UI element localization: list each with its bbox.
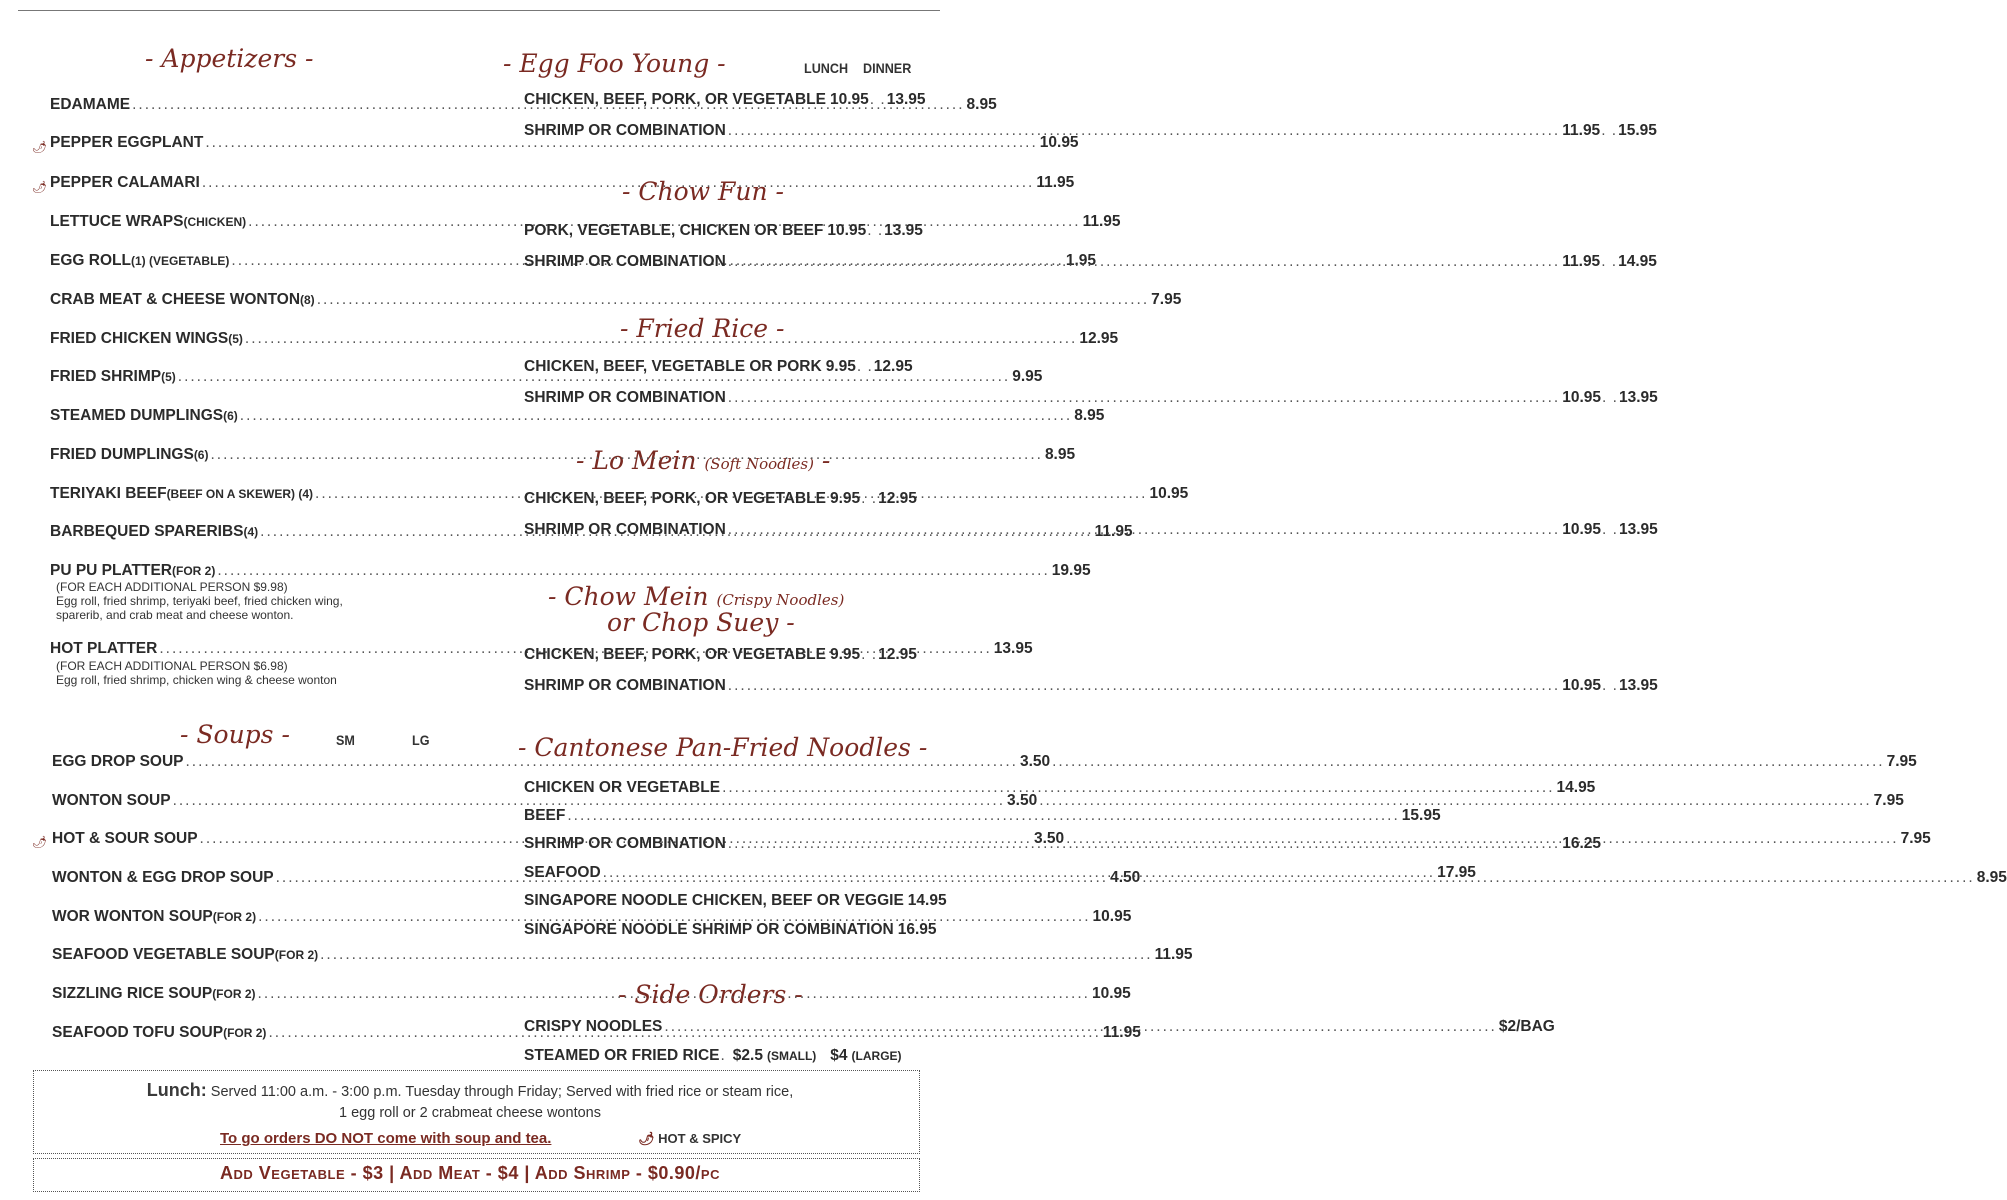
hot-platter-description [56, 659, 337, 687]
leader-dots: . . [867, 222, 884, 239]
item-price: 10.95 [1039, 134, 1079, 151]
item-note: (FOR 2) [212, 910, 257, 924]
cantonese-item [524, 892, 947, 910]
lunch-hours: Served 11:00 a.m. - 3:00 p.m. Tuesday through Friday; Served with fried rice or steam rice, [206, 1084, 794, 1100]
lunch-price: 10.95 [830, 91, 869, 108]
cantonese-item [524, 921, 937, 939]
small-price: 3.50 [1007, 792, 1038, 809]
lunch-price: 9.95 [830, 646, 861, 663]
side-order-rice [524, 1047, 910, 1065]
item-price: 9.95 [1012, 368, 1043, 385]
item-price: 12.95 [1079, 330, 1119, 347]
lunch-price: 10.95 [827, 222, 867, 239]
dinner-price: 12.95 [873, 358, 913, 375]
small-label: (SMALL) [766, 1049, 817, 1063]
pupu-desc-line: sparerib, and crab meat and cheese wonton. [56, 608, 294, 622]
dinner-price: 13.95 [886, 91, 926, 108]
dinner-price: 13.95 [1618, 389, 1658, 406]
item-name: SEAFOOD [524, 864, 601, 881]
soups-sm-header: SM [336, 732, 355, 748]
lunch-price: 9.95 [825, 358, 856, 375]
leader-dots [567, 807, 1399, 825]
dinner-price: 15.95 [1618, 122, 1657, 139]
soup-item [52, 946, 1193, 964]
soup-item [52, 908, 1132, 926]
large-price: 7.95 [1886, 753, 1917, 770]
appetizer-item [50, 368, 1043, 386]
item-name: SHRIMP OR COMBINATION [524, 677, 726, 694]
item-price: $2/BAG [1498, 1018, 1555, 1035]
item-name: SHRIMP OR COMBINATION [524, 389, 726, 406]
lunch-price: 10.95 [1562, 521, 1602, 538]
item-price: 11.95 [1102, 1024, 1141, 1041]
item-note: (8) [300, 293, 315, 307]
leader-dots: . . [1602, 677, 1618, 694]
item-note: (5) [228, 332, 243, 346]
item-name: BEEF [524, 807, 566, 824]
lunch-info-line2: 1 egg roll or 2 crabmeat cheese wontons [339, 1105, 601, 1121]
small-price: $2.5 [732, 1047, 763, 1064]
leader-dots: . . [861, 490, 878, 507]
item-note: (FOR 2) [212, 987, 256, 1001]
lunch-price: 9.95 [830, 490, 861, 507]
chop-suey-heading: or Chop Suey - [607, 608, 795, 637]
side-orders-heading: - Side Orders - [618, 980, 803, 1009]
item-note: (6) [193, 448, 209, 462]
chow-mein-item [524, 677, 1658, 695]
item-name: STEAMED DUMPLINGS [50, 407, 224, 424]
hot-extra-person: (FOR EACH ADDITIONAL PERSON $6.98) [56, 659, 288, 673]
chili-pepper-icon: 🌶︎ [32, 180, 48, 194]
item-name: SEAFOOD VEGETABLE SOUP [52, 946, 275, 963]
soups-lg-header: LG [412, 732, 430, 748]
item-price: 10.95 [1091, 985, 1131, 1002]
leader-dots [258, 985, 1090, 1003]
item-name: EDAMAME [50, 96, 131, 113]
leader-dots [728, 389, 1560, 407]
to-go-notice: To go orders DO NOT come with soup and tea. [220, 1130, 552, 1147]
item-name: WOR WONTON SOUP [52, 908, 213, 925]
appetizer-item [50, 562, 1091, 580]
item-name: EGG ROLL [50, 252, 131, 269]
leader-dots: . . [1602, 389, 1618, 406]
cantonese-heading: - Cantonese Pan-Fried Noodles - [518, 733, 928, 762]
pupu-extra-person: (FOR EACH ADDITIONAL PERSON $9.98) [56, 580, 288, 594]
leader-dots: . . [856, 358, 873, 375]
item-name: CRISPY NOODLES [524, 1018, 663, 1035]
small-price: 4.50 [1110, 869, 1141, 886]
item-name: CHICKEN, BEEF, PORK, OR VEGETABLE [524, 646, 826, 663]
item-name: BARBEQUED SPARERIBS [50, 523, 244, 540]
leader-dots [210, 446, 1042, 464]
item-name: FRIED SHRIMP [50, 368, 162, 385]
appetizer-item [50, 134, 1079, 152]
dinner-price: 14.95 [1618, 253, 1657, 270]
item-name: EGG DROP SOUP [52, 753, 184, 770]
separator-dot: . [720, 1047, 726, 1064]
leader-dots [186, 753, 1018, 771]
item-price: 19.95 [1051, 562, 1091, 579]
item-note: (6) [223, 409, 238, 423]
item-price: 11.95 [1036, 174, 1075, 191]
fried-rice-heading: - Fried Rice - [620, 314, 785, 343]
hot-spicy-legend [638, 1131, 741, 1147]
addons-line: Add Vegetable - $3 | Add Meat - $4 | Add Shrimp - $0.90/pc [220, 1163, 720, 1183]
item-price: 8.95 [966, 96, 997, 113]
leader-dots [240, 407, 1072, 425]
lo-mein-title: - Lo Mein [576, 446, 697, 475]
item-name: PEPPER EGGPLANT [50, 134, 204, 151]
leader-dots: . . [869, 91, 886, 108]
dinner-price: 12.95 [878, 490, 917, 507]
egg-foo-young-heading: - Egg Foo Young - [503, 49, 726, 78]
lunch-price: 10.95 [1562, 389, 1602, 406]
lo-mein-title-end: - [813, 446, 831, 475]
item-note: (FOR 2) [172, 564, 216, 578]
item-note: (FOR 2) [274, 948, 319, 962]
lunch-info-line1 [40, 1080, 900, 1101]
item-name: TERIYAKI BEEF [50, 485, 167, 502]
soups-heading: - Soups - [180, 720, 290, 749]
leader-dots [245, 330, 1077, 348]
chow-mein-item [524, 646, 917, 664]
leader-dots: . . [1602, 521, 1618, 538]
item-name: CHICKEN, BEEF, PORK, OR VEGETABLE [524, 490, 826, 507]
leader-dots: . . [861, 646, 878, 663]
lunch-header: LUNCH [804, 60, 849, 76]
leader-dots [268, 1024, 1100, 1042]
item-price: 10.95 [1092, 908, 1132, 925]
item-price: 8.95 [1074, 407, 1105, 424]
item-price: 1.95 [1065, 252, 1097, 269]
item-price: 16.95 [897, 921, 937, 938]
item-price: 16.25 [1562, 835, 1602, 852]
leader-dots [722, 779, 1554, 797]
small-price: 3.50 [1034, 830, 1065, 847]
appetizer-item [50, 407, 1105, 425]
item-note: (BEEF ON A SKEWER) (4) [166, 487, 314, 501]
large-price: 7.95 [1873, 792, 1904, 809]
item-name: CHICKEN, BEEF, VEGETABLE OR PORK [524, 358, 822, 375]
chow-mein-title: - Chow Mein [548, 582, 709, 611]
item-name: HOT PLATTER [50, 640, 158, 657]
chow-mein-subtitle: (Crispy Noodles) [716, 591, 845, 609]
small-price: 3.50 [1019, 753, 1051, 770]
hot-spicy-label: HOT & SPICY [658, 1131, 742, 1146]
item-note: (4) [243, 525, 259, 539]
top-rule [18, 10, 940, 11]
cantonese-item [524, 807, 1441, 825]
item-price: 8.95 [1044, 446, 1076, 463]
item-name: FRIED CHICKEN WINGS [50, 330, 229, 347]
chow-fun-heading: - Chow Fun - [622, 177, 784, 206]
chili-pepper-icon: 🌶︎ [32, 835, 48, 849]
item-note: (CHICKEN) [183, 215, 247, 229]
item-price: 13.95 [993, 640, 1033, 657]
dinner-price: 12.95 [878, 646, 917, 663]
item-name: PU PU PLATTER [50, 562, 172, 579]
leader-dots [217, 562, 1049, 580]
item-price: 17.95 [1437, 864, 1476, 881]
item-name: SHRIMP OR COMBINATION [524, 521, 726, 538]
chili-pepper-icon: 🌶︎ [638, 1131, 655, 1146]
item-name: SINGAPORE NOODLE CHICKEN, BEEF OR VEGGIE [524, 892, 904, 909]
large-price: 7.95 [1900, 830, 1931, 847]
item-name: SIZZLING RICE SOUP [52, 985, 213, 1002]
egg-foo-young-item [524, 91, 926, 109]
fried-rice-item [524, 389, 1658, 407]
item-name: PEPPER CALAMARI [50, 174, 200, 191]
chow-fun-item [524, 253, 1657, 271]
item-name: FRIED DUMPLINGS [50, 446, 194, 463]
item-note: (FOR 2) [223, 1026, 267, 1040]
lo-mein-item [524, 490, 917, 508]
dinner-price: 13.95 [1618, 521, 1658, 538]
leader-dots [728, 677, 1560, 695]
appetizer-item [50, 291, 1182, 309]
soup-item [52, 753, 1917, 771]
fried-rice-item [524, 358, 913, 376]
appetizers-heading: - Appetizers - [145, 44, 314, 73]
large-price: 8.95 [1976, 869, 2007, 886]
lunch-label: Lunch: [146, 1080, 207, 1100]
item-name: WONTON & EGG DROP SOUP [52, 869, 274, 886]
leader-dots: . . [1601, 122, 1618, 139]
item-name: SHRIMP OR COMBINATION [524, 253, 726, 270]
appetizer-item [50, 330, 1119, 348]
leader-dots [603, 864, 1435, 882]
leader-dots [317, 291, 1149, 309]
item-name: SHRIMP OR COMBINATION [524, 835, 726, 852]
dinner-header: DINNER [863, 60, 912, 76]
dinner-price: 13.95 [884, 222, 923, 239]
item-name: CHICKEN, BEEF, PORK, OR VEGETABLE [524, 91, 826, 108]
item-name: CRAB MEAT & CHEESE WONTON [50, 291, 301, 308]
item-price: 7.95 [1151, 291, 1182, 308]
pupu-desc-line: Egg roll, fried shrimp, teriyaki beef, fried chicken wing, [56, 594, 343, 608]
leader-dots [202, 174, 1034, 192]
item-price: 11.95 [1154, 946, 1193, 963]
item-name: WONTON SOUP [52, 792, 171, 809]
item-price: 15.95 [1401, 807, 1441, 824]
item-name: PORK, VEGETABLE, CHICKEN OR BEEF [524, 222, 824, 239]
lunch-price: 11.95 [1562, 122, 1601, 139]
leader-dots [320, 946, 1152, 964]
cantonese-item [524, 779, 1596, 797]
item-name: SEAFOOD TOFU SOUP [52, 1024, 224, 1041]
leader-dots [728, 835, 1560, 853]
chow-fun-item [524, 222, 923, 240]
dinner-price: 13.95 [1618, 677, 1658, 694]
leader-dots: . . [1601, 253, 1618, 270]
item-price: 14.95 [1556, 779, 1596, 796]
chili-pepper-icon: 🌶︎ [32, 140, 48, 154]
item-name: CHICKEN OR VEGETABLE [524, 779, 721, 796]
egg-foo-young-item [524, 122, 1657, 140]
item-price: 14.95 [907, 892, 947, 909]
lunch-price: 10.95 [1562, 677, 1602, 694]
large-label: (LARGE) [851, 1049, 902, 1063]
item-price: 11.95 [1094, 523, 1133, 540]
lo-mein-subtitle: (Soft Noodles) [704, 455, 814, 473]
item-name: LETTUCE WRAPS [50, 213, 184, 230]
chow-mein-heading [548, 582, 844, 611]
leader-dots [728, 122, 1560, 140]
item-note: (1) (VEGETABLE) [130, 254, 230, 268]
lunch-price: 11.95 [1562, 253, 1601, 270]
item-name: SHRIMP OR COMBINATION [524, 122, 726, 139]
item-name: HOT & SOUR SOUP [52, 830, 198, 847]
large-price: $4 [830, 1047, 848, 1064]
hot-desc-line: Egg roll, fried shrimp, chicken wing & cheese wonton [56, 673, 337, 687]
item-price: 11.95 [1082, 213, 1121, 230]
item-price: 10.95 [1149, 485, 1189, 502]
leader-dots [728, 253, 1560, 271]
item-note: (5) [161, 370, 176, 384]
leader-dots [728, 521, 1560, 539]
item-name: STEAMED OR FRIED RICE [524, 1047, 720, 1064]
pupu-description [56, 580, 343, 622]
soup-item [52, 792, 1904, 810]
leader-dots [1052, 753, 1884, 771]
item-name: SINGAPORE NOODLE SHRIMP OR COMBINATION [524, 921, 894, 938]
